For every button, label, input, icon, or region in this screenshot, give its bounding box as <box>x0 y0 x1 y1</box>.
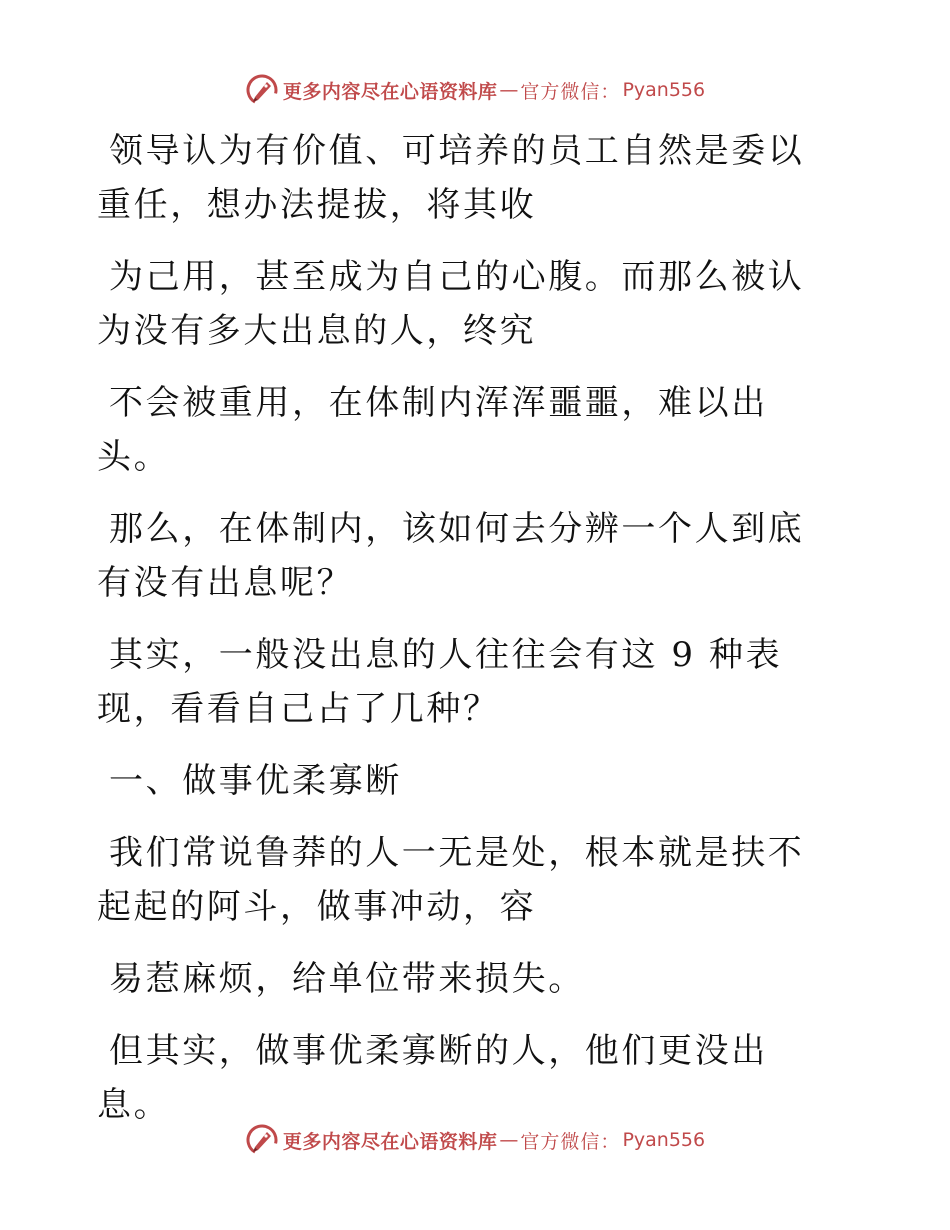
footer-watermark-banner <box>0 1120 950 1160</box>
paragraph <box>97 250 837 358</box>
paragraph <box>97 826 837 934</box>
pen-nib-logo-icon <box>245 1123 279 1157</box>
paragraph-text: 领导认为有价值、可培养的员工自然是委以重任，想办法提拔，将其收 <box>97 131 805 225</box>
paragraph <box>97 1024 837 1132</box>
paragraph-text: 我们常说鲁莽的人一无是处，根本就是扶不起起的阿斗，做事冲动，容 <box>97 833 805 927</box>
banner-dash: — <box>499 1129 519 1151</box>
banner-site-name: 更多内容尽在心语资料库 <box>282 80 498 103</box>
paragraph <box>97 124 837 232</box>
banner-wechat-label: 官方微信： <box>520 80 621 103</box>
section-heading <box>97 754 837 808</box>
paragraph-text: 其实，一般没出息的人往往会有这 9 种表现，看看自己占了几种？ <box>97 635 783 729</box>
pen-nib-logo-icon <box>245 73 279 107</box>
banner-wechat-label: 官方微信： <box>520 1130 621 1153</box>
paragraph-text: 为己用，甚至成为自己的心腹。而那么被认为没有多大出息的人，终究 <box>97 257 805 351</box>
banner-wechat-id: Pyan556 <box>622 1129 706 1151</box>
banner-site-name: 更多内容尽在心语资料库 <box>282 1130 498 1153</box>
paragraph-text: 易惹麻烦，给单位带来损失。 <box>109 959 585 999</box>
paragraph <box>97 502 837 610</box>
banner-dash: — <box>499 79 519 101</box>
paragraph-text: 但其实，做事优柔寡断的人，他们更没出息。 <box>97 1031 768 1125</box>
banner-wechat-id: Pyan556 <box>622 79 706 101</box>
header-watermark-banner <box>0 70 950 110</box>
paragraph <box>97 952 837 1006</box>
paragraph <box>97 376 837 484</box>
paragraph <box>97 628 837 736</box>
section-heading-text: 一、做事优柔寡断 <box>109 761 402 801</box>
paragraph-text: 不会被重用，在体制内浑浑噩噩，难以出头。 <box>97 383 768 477</box>
paragraph-text: 那么，在体制内，该如何去分辨一个人到底有没有出息呢？ <box>97 509 805 603</box>
article-body <box>97 124 837 1132</box>
